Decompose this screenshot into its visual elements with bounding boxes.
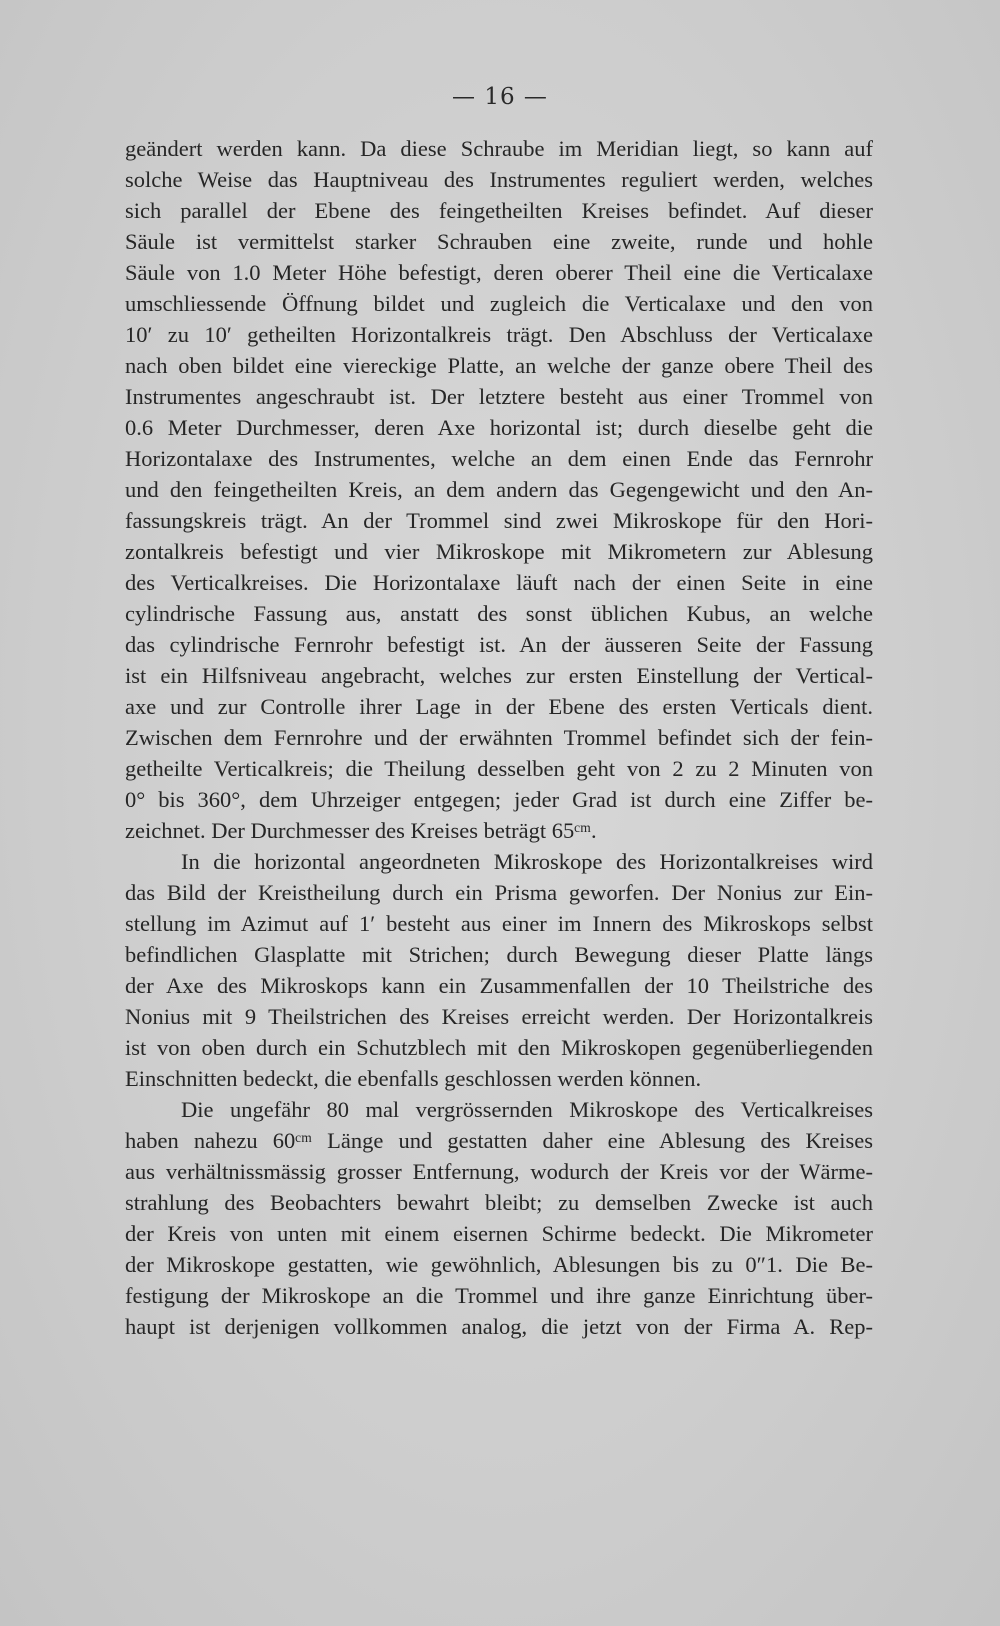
text-line: nach oben bildet eine viereckige Platte, an welche der ganze obere Theil des xyxy=(125,353,873,378)
text-line: zontalkreis befestigt und vier Mikroskope mit Mikrometern zur Ablesung xyxy=(125,539,873,564)
text-line: 0° bis 360°, dem Uhrzeiger entgegen; jeder Grad ist durch eine Ziffer be- xyxy=(125,787,873,812)
text-line: axe und zur Controlle ihrer Lage in der Ebene des ersten Verticals dient. xyxy=(125,694,873,719)
text-line: geändert werden kann. Da diese Schraube im Meridian liegt, so kann auf xyxy=(125,136,873,161)
text-line: und den feingetheilten Kreis, an dem andern das Gegengewicht und den An- xyxy=(125,477,873,502)
body-text xyxy=(125,133,873,1342)
text-line: Säule von 1.0 Meter Höhe befestigt, deren oberer Theil eine die Verticalaxe xyxy=(125,260,873,285)
text-line: Einschnitten bedeckt, die ebenfalls geschlossen werden können. xyxy=(125,1066,702,1091)
text-line: Zwischen dem Fernrohre und der erwähnten Trommel befindet sich der fein- xyxy=(125,725,873,750)
text-line: zeichnet. Der Durchmesser des Kreises beträgt 65ᶜᵐ. xyxy=(125,818,597,843)
text-line: Säule ist vermittelst starker Schrauben eine zweite, runde und hohle xyxy=(125,229,873,254)
text-line: Die ungefähr 80 mal vergrössernden Mikroskope des Verticalkreises xyxy=(181,1097,873,1122)
text-line: strahlung des Beobachters bewahrt bleibt; zu demselben Zwecke ist auch xyxy=(125,1190,873,1215)
text-line: des Verticalkreises. Die Horizontalaxe läuft nach der einen Seite in eine xyxy=(125,570,873,595)
text-line: stellung im Azimut auf 1′ besteht aus einer im Innern des Mikroskops selbst xyxy=(125,911,873,936)
text-line: sich parallel der Ebene des feingetheilten Kreises befindet. Auf dieser xyxy=(125,198,873,223)
text-line: Instrumentes angeschraubt ist. Der letztere besteht aus einer Trommel von xyxy=(125,384,873,409)
text-line: aus verhältnissmässig grosser Entfernung, wodurch der Kreis vor der Wärme- xyxy=(125,1159,873,1184)
text-line: haben nahezu 60ᶜᵐ Länge und gestatten daher eine Ablesung des Kreises xyxy=(125,1128,873,1153)
text-line: haupt ist derjenigen vollkommen analog, die jetzt von der Firma A. Rep- xyxy=(125,1314,873,1339)
text-line: der Axe des Mikroskops kann ein Zusammenfallen der 10 Theilstriche des xyxy=(125,973,873,998)
text-line: solche Weise das Hauptniveau des Instrumentes reguliert werden, welches xyxy=(125,167,873,192)
text-line: ist ein Hilfsniveau angebracht, welches zur ersten Einstellung der Vertical- xyxy=(125,663,873,688)
text-line: In die horizontal angeordneten Mikroskope des Horizontalkreises wird xyxy=(181,849,873,874)
text-line: befindlichen Glasplatte mit Strichen; durch Bewegung dieser Platte längs xyxy=(125,942,873,967)
text-line: festigung der Mikroskope an die Trommel und ihre ganze Einrichtung über- xyxy=(125,1283,873,1308)
text-line: fassungskreis trägt. An der Trommel sind zwei Mikroskope für den Hori- xyxy=(125,508,873,533)
text-line: cylindrische Fassung aus, anstatt des sonst üblichen Kubus, an welche xyxy=(125,601,873,626)
text-line: getheilte Verticalkreis; die Theilung desselben geht von 2 zu 2 Minuten von xyxy=(125,756,873,781)
text-line: ist von oben durch ein Schutzblech mit den Mikroskopen gegenüberliegenden xyxy=(125,1035,873,1060)
text-line: Horizontalaxe des Instrumentes, welche an dem einen Ende das Fernrohr xyxy=(125,446,873,471)
text-line: der Mikroskope gestatten, wie gewöhnlich, Ablesungen bis zu 0″1. Die Be- xyxy=(125,1252,873,1277)
text-line: Nonius mit 9 Theilstrichen des Kreises erreicht werden. Der Horizontalkreis xyxy=(125,1004,873,1029)
text-line: 0.6 Meter Durchmesser, deren Axe horizontal ist; durch dieselbe geht die xyxy=(125,415,873,440)
page-number: — 16 — xyxy=(452,84,548,110)
text-line: das Bild der Kreistheilung durch ein Prisma geworfen. Der Nonius zur Ein- xyxy=(125,880,873,905)
text-line: der Kreis von unten mit einem eisernen Schirme bedeckt. Die Mikrometer xyxy=(125,1221,873,1246)
text-line: 10′ zu 10′ getheilten Horizontalkreis trägt. Den Abschluss der Verticalaxe xyxy=(125,322,873,347)
text-line: umschliessende Öffnung bildet und zugleich die Verticalaxe und den von xyxy=(125,291,873,316)
text-line: das cylindrische Fernrohr befestigt ist. An der äusseren Seite der Fassung xyxy=(125,632,873,657)
